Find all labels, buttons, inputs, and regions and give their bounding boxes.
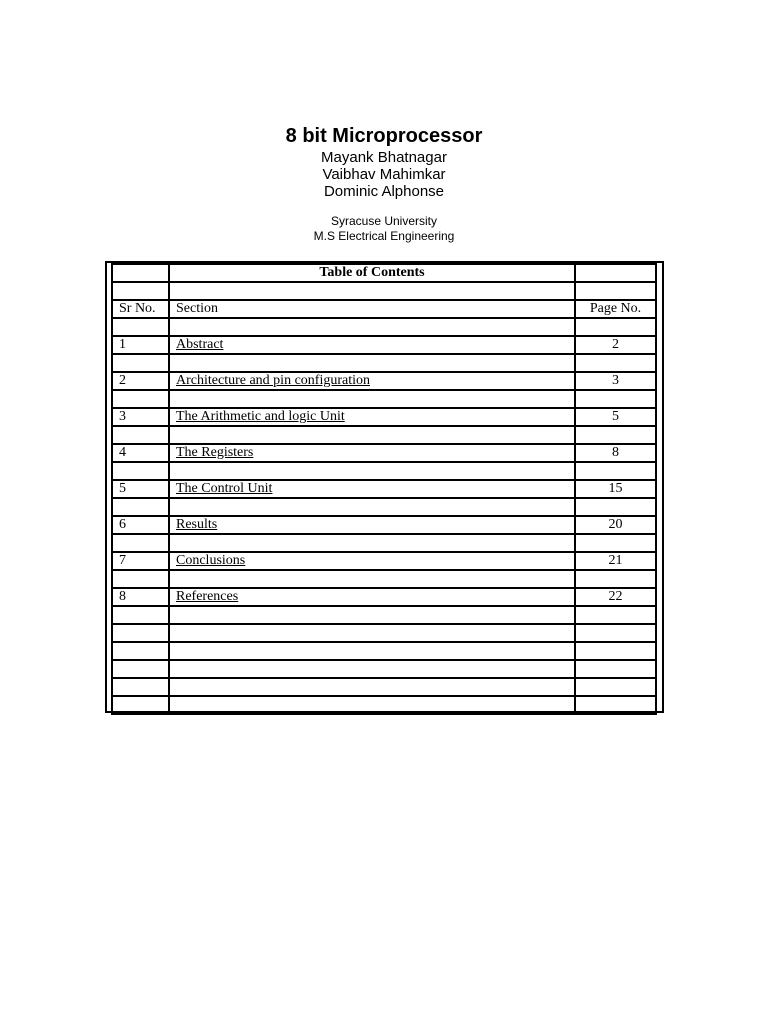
spacer-row (112, 570, 656, 588)
page-number: 8 (575, 444, 656, 462)
author-name: Vaibhav Mahimkar (322, 166, 446, 183)
sr-number: 7 (112, 552, 169, 570)
empty-cell (575, 264, 656, 282)
column-header-page: Page No. (575, 300, 656, 318)
author-name: Mayank Bhatnagar (321, 149, 447, 166)
table-row (112, 480, 656, 498)
table-row (112, 408, 656, 426)
table-row (112, 516, 656, 534)
section-link-conclusions[interactable]: Conclusions (176, 553, 246, 568)
section-link-results[interactable]: Results (176, 517, 218, 532)
department-name: M.S Electrical Engineering (313, 229, 455, 243)
sr-number: 3 (112, 408, 169, 426)
page-number: 5 (575, 408, 656, 426)
toc-heading: Table of Contents (169, 264, 575, 282)
page-number: 21 (575, 552, 656, 570)
empty-row (112, 660, 656, 678)
page-number: 2 (575, 336, 656, 354)
page-number: 3 (575, 372, 656, 390)
table-row (112, 336, 656, 354)
column-header-section: Section (169, 300, 575, 318)
author-name: Dominic Alphonse (323, 183, 445, 200)
section-link-architecture[interactable]: Architecture and pin configuration (176, 373, 370, 388)
spacer-row (112, 282, 656, 300)
table-row (112, 552, 656, 570)
page-number: 20 (575, 516, 656, 534)
empty-row (112, 642, 656, 660)
section-link-control-unit[interactable]: The Control Unit (176, 481, 273, 496)
sr-number: 5 (112, 480, 169, 498)
empty-row (112, 678, 656, 696)
table-row (112, 444, 656, 462)
spacer-row (112, 498, 656, 516)
section-link-registers[interactable]: The Registers (176, 445, 254, 460)
table-row (112, 588, 656, 606)
spacer-row (112, 426, 656, 444)
sr-number: 8 (112, 588, 169, 606)
empty-row (112, 624, 656, 642)
table-row (112, 372, 656, 390)
column-header-sr: Sr No. (112, 300, 169, 318)
spacer-row (112, 462, 656, 480)
spacer-row (112, 390, 656, 408)
page-number: 22 (575, 588, 656, 606)
document-title: 8 bit Microprocessor (285, 125, 483, 147)
section-link-alu[interactable]: The Arithmetic and logic Unit (176, 409, 345, 424)
sr-number: 2 (112, 372, 169, 390)
section-link-abstract[interactable]: Abstract (176, 337, 224, 352)
table-of-contents (111, 263, 657, 715)
sr-number: 1 (112, 336, 169, 354)
page-number: 15 (575, 480, 656, 498)
sr-number: 6 (112, 516, 169, 534)
empty-row (112, 606, 656, 624)
university-name: Syracuse University (330, 214, 438, 228)
empty-row (112, 696, 656, 714)
toc-header-row (112, 300, 656, 318)
section-link-references[interactable]: References (176, 589, 239, 604)
toc-heading-row (112, 264, 656, 282)
sr-number: 4 (112, 444, 169, 462)
empty-cell (112, 264, 169, 282)
spacer-row (112, 354, 656, 372)
spacer-row (112, 534, 656, 552)
spacer-row (112, 318, 656, 336)
